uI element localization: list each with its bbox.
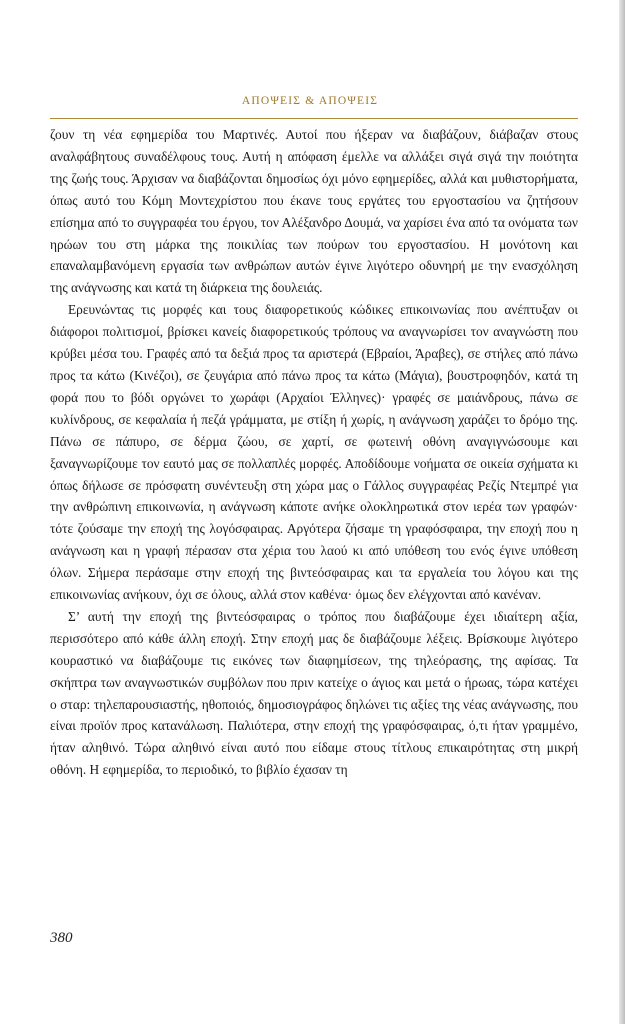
running-header: ΑΠΟΨΕΙΣ & ΑΠΟΨΕΙΣ xyxy=(241,95,379,107)
paragraph-continued: ζουν τη νέα εφημερίδα του Μαρτινές. Αυτοί που ήξεραν να διαβάζουν, διάβαζαν στους αναλφάβητους συναδέλφους τους. Αυτή η απόφαση έμελλε να αλλάξει σιγά σιγά την ποιότητα της ζωής τους. Άρχισαν να διαβάζονται δημοσίως όχι μόνο εφημερίδες, αλλά και μυθιστορήματα, όπως αυτό του Κόμη Μοντεχρίστου που έκανε τους εργάτες του εργοστασίου να ζητήσουν επίσημα από το συγγραφέα του έργου, τον Αλέξανδρο Δουμά, να χαρίσει ένα από τα ονόματα των ηρώων του στη μάρκα της ποικιλίας των πούρων του εργοστασίου. Η μονότονη και επαναλαμβανόμενη εργασία των ανθρώπων αυτών έγινε λιγότερο οδυνηρή με την ενασχόληση της ανάγνωσης και κατά τη διάρκεια της δουλειάς. xyxy=(50,127,578,296)
body-text xyxy=(50,124,578,781)
page-edge-shadow xyxy=(619,0,625,1024)
page-number: 380 xyxy=(50,930,73,946)
paragraph-video-sphere: Σ’ αυτή την εποχή της βιντεόσφαιρας ο τρόπος που διαβάζουμε έχει ιδιαίτερη αξία, περισσότερο από κάθε άλλη εποχή. Στην εποχή μας δε διαβάζουμε λέξεις. Βρίσκουμε λιγότερο κουραστικό να διαβάζουμε τις εικόνες των διαφημίσεων, της τηλεόρασης, της αφίσας. Τα σκήπτρα των αναγνωστικών συμβόλων που πριν κατείχε ο άγιος και μετά ο ήρωας, τώρα κατέχει ο σταρ: τηλεπαρουσιαστής, ηθοποιός, δημοσιογράφος δηλώνει τις αξίες της νέας ανάγνωσης, που είναι προϊόν προς κατανάλωση. Παλιότερα, στην εποχή της γραφόσφαιρας, ό,τι ήταν γραμμένο, ήταν αληθινό. Τώρα αληθινό είναι αυτό που είδαμε στους τίτλους επικαιρότητας στη μικρή οθόνη. Η εφημερίδα, το περιοδικό, το βιβλίο έχασαν τη xyxy=(50,608,578,778)
header-rule xyxy=(50,118,578,119)
paragraph-reading-forms: Ερευνώντας τις μορφές και τους διαφορετικούς κώδικες επικοινωνίας που ανέπτυξαν οι διάφοροι πολιτισμοί, βρίσκει κανείς διαφορετικούς τρόπους να αναγνωρίσει τον αναγνώστη που κρύβει μέσα του. Γραφές από τα δεξιά προς τα αριστερά (Εβραίοι, Άραβες), σε στήλες από πάνω προς τα κάτω (Κινέζοι), σε ζευγάρια από πάνω προς τα κάτω (Μάγια), βουστροφηδόν, κατά τη φορά που το βόδι οργώνει το χωράφι (Αρχαίοι Έλληνες)· γραφές σε μαιάνδρους, πάνω σε κυλίνδρους, σε κεφαλαία ή πεζά γράμματα, με στίξη ή χωρίς, η ανάγνωση χαράζει το δρόμο της. Πάνω σε πάπυρο, σε δέρμα ζώου, σε χαρτί, σε φωτεινή οθόνη αναγιγνώσουμε και ξαναγνωρίζουμε τον εαυτό μας σε πολλαπλές μορφές. Αποδίδουμε νοήματα σε οικεία σχήματα κι όπως δήλωσε σε πρόσφατη συνέντευξη στη χώρα μας ο Γάλλος συγγραφέας Ρεζίς Ντεμπρέ για την ανθρώπινη επικοινωνία, η ανάγνωση κάποτε ανήκε ολοκληρωτικά στον ιερέα των γραφών· τότε ζούσαμε την εποχή της λογόσφαιρας. Αργότερα ζήσαμε τη γραφόσφαιρα, την εποχή που η ανάγνωση και η γραφή πέρασαν στα χέρια του λαού κι από υπόθεση του ενός έγινε υπόθεση όλων. Σήμερα περάσαμε στην εποχή της βιντεόσφαιρας και τα εργαλεία του λόγου και της επικοινωνίας ανήκουν, όχι σε όλους, αλλά στον καθένα· όμως δεν ελέγχονται από κανέναν. xyxy=(50,302,578,603)
